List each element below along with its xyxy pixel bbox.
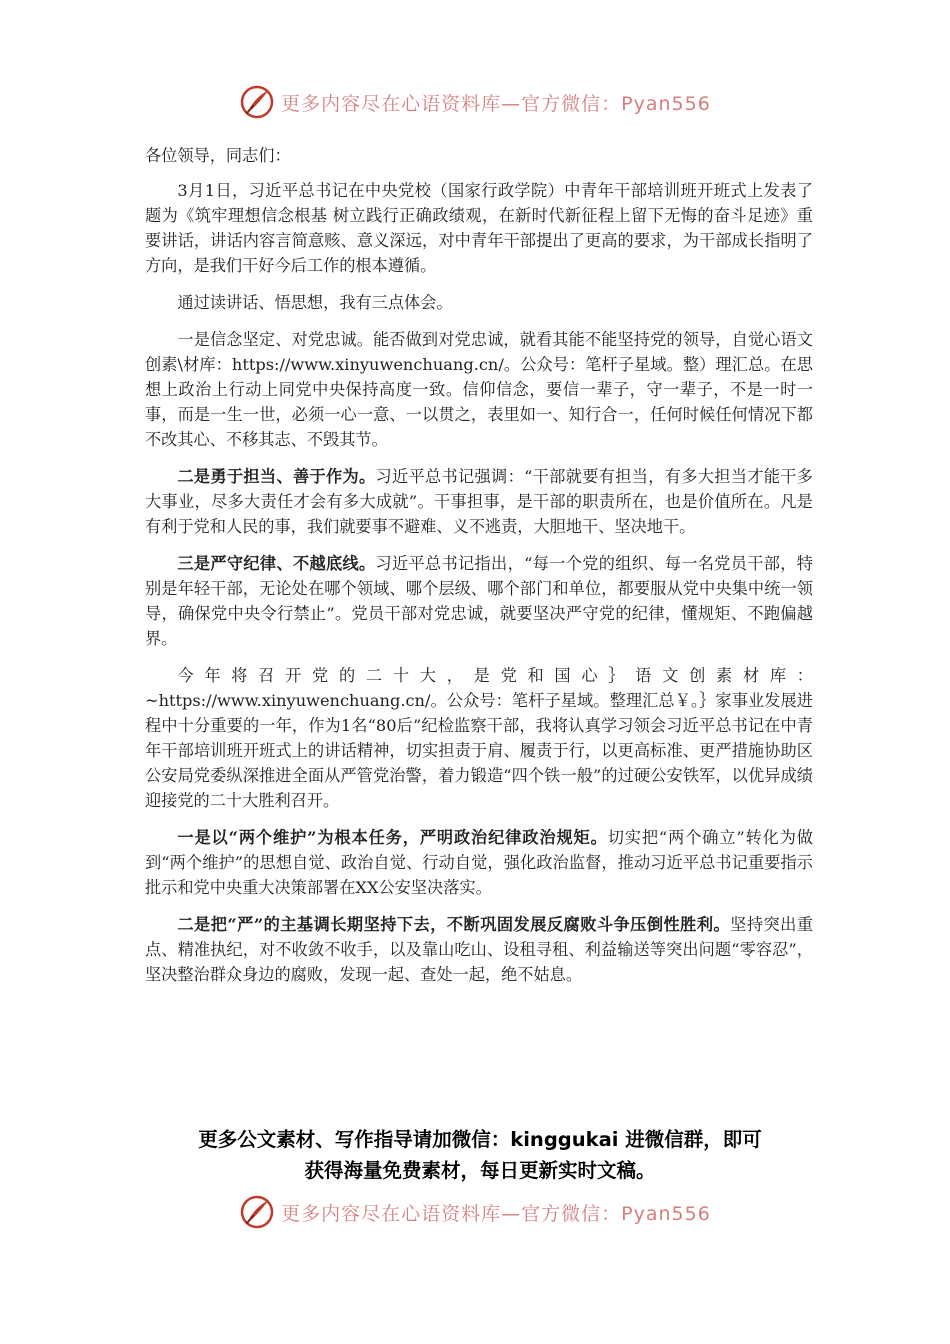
paragraph xyxy=(145,663,813,813)
paragraph xyxy=(145,825,813,900)
paragraph xyxy=(145,912,813,987)
paragraph-text: 通过读讲话、悟思想，我有三点体会。 xyxy=(177,293,453,312)
speech-body xyxy=(145,143,813,999)
wechat-promo-line2: 获得海量免费素材，每日更新实时文稿。 xyxy=(304,1159,656,1182)
paragraph xyxy=(145,178,813,278)
paragraph-text: 坚持突出重点、精准执纪，对不收敛不收手，以及靠山吃山、设租寻租、利益输送等突出问题“零容忍”，坚决整治群众身边的腐败，发现一起、查处一起，绝不姑息。 xyxy=(145,915,814,984)
paragraph-heading: 二是把“严”的主基调长期坚持下去，不断巩固发展反腐败斗争压倒性胜利。 xyxy=(177,915,731,934)
greeting: 各位领导，同志们： xyxy=(145,146,291,165)
quill-logo-icon xyxy=(239,1194,275,1230)
footer-banner xyxy=(0,1192,950,1232)
paragraph-text: 3月1日，习近平总书记在中央党校（国家行政学院）中青年干部培训班开班式上发表了题为《筑牢理想信念根基 树立践行正确政绩观，在新时代新征程上留下无悔的奋斗足迹》重要讲话，讲话内容言简意赅、意义深远，对中青年干部提出了更高的要求，为干部成长指明了方向，是我们干好今后工作的根本遵循。 xyxy=(145,181,813,275)
paragraph-text: 一是信念坚定、对党忠诚。能否做到对党忠诚，就看其能不能坚持党的领导，自觉心语文创素\材库：https://www.xinyuwenchuang.cn/。公众号：笔杆子星域。整）理汇总。在思想上政治上行动上同党中央保持高度一致。信仰信念，要信一辈子，守一辈子，不是一时一事，而是一生一世，必须一心一意、一以贯之，表里如一、知行合一，任何时候任何情况下都不改其心、不移其志、不毁其节。 xyxy=(145,330,813,449)
wechat-promo xyxy=(120,1124,840,1186)
paragraph-text: 今年将召开党的二十大，是党和国心｝语文创素材库：~https://www.xinyuwenchuang.cn/。公众号：笔杆子星域。整理汇总￥。｝家事业发展进程中十分重要的一年，作为1名“80后”纪检监察干部，我将认真学习领会习近平总书记在中青年干部培训班开班式上的讲话精神，切实担责于肩、履责于行，以更高标准、更严措施协助区公安局党委纵深推进全面从严管党治警，着力锻造“四个铁一般”的过硬公安铁军，以优异成绩迎接党的二十大胜利召开。 xyxy=(145,666,813,810)
wechat-promo-line1: 更多公文素材、写作指导请加微信：kinggukai 进微信群，即可 xyxy=(198,1128,762,1151)
paragraph-text: 习近平总书记指出，“每一个党的组织、每一名党员干部，特别是年轻干部，无论处在哪个领域、哪个层级、哪个部门和单位，都要服从党中央集中统一领导，确保党中央令行禁止”。党员干部对党忠诚，就要坚决严守党的纪律，懂规矩、不跑偏越界。 xyxy=(145,554,813,648)
paragraph xyxy=(145,551,813,651)
paragraph-heading: 三是严守纪律、不越底线。 xyxy=(177,554,376,573)
paragraph xyxy=(145,290,813,315)
header-banner-text: 更多内容尽在心语资料库—官方微信：Pyan556 xyxy=(281,92,711,115)
paragraph-heading: 一是以“两个维护”为根本任务，严明政治纪律政治规矩。 xyxy=(177,828,608,847)
footer-banner-text: 更多内容尽在心语资料库—官方微信：Pyan556 xyxy=(281,1202,711,1225)
paragraph xyxy=(145,464,813,539)
paragraph-text: 习近平总书记强调：“干部就要有担当，有多大担当才能干多大事业，尽多大责任才会有多大成就”。干事担事，是干部的职责所在，也是价值所在。凡是有利于党和人民的事，我们就要事不避难、义不逃责，大胆地干、坚决地干。 xyxy=(145,467,813,536)
paragraph-text: 切实把“两个确立”转化为做到“两个维护”的思想自觉、政治自觉、行动自觉，强化政治监督，推动习近平总书记重要指示批示和党中央重大决策部署在XX公安坚决落实。 xyxy=(145,828,813,897)
header-banner xyxy=(0,82,950,122)
quill-logo-icon xyxy=(239,84,275,120)
paragraph xyxy=(145,327,813,452)
paragraph-heading: 二是勇于担当、善于作为。 xyxy=(177,467,376,486)
